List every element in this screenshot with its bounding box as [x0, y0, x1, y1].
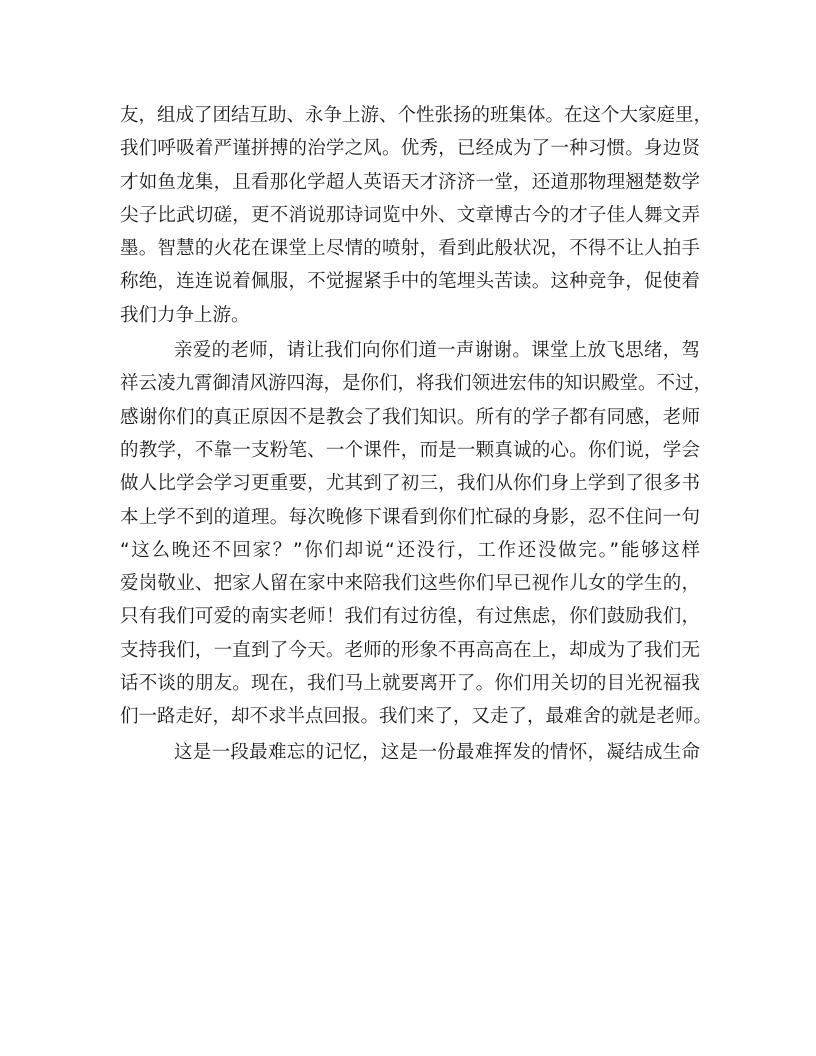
text-line: 亲爱的老师，请让我们向你们道一声谢谢。课堂上放飞思绪，驾: [174, 340, 700, 362]
text-line: 话不谈的朋友。现在，我们马上就要离开了。你们用关切的目光祝福我: [120, 673, 700, 695]
text-line: 称绝，连连说着佩服，不觉握紧手中的笔埋头苦读。这种竞争，促使着: [120, 271, 700, 293]
text-line: 的教学，不靠一支粉笔、一个课件，而是一颗真诚的心。你们说，学会: [120, 439, 700, 461]
text-line: 感谢你们的真正原因不是教会了我们知识。所有的学子都有同感，老师: [120, 406, 700, 428]
text-line: 做人比学会学习更重要，尤其到了初三，我们从你们身上学到了很多书: [120, 473, 700, 495]
text-line: 尖子比武切磋，更不消说那诗词览中外、文章博古今的才子佳人舞文弄: [120, 204, 700, 226]
text-line: “这么晚还不回家？”你们却说“还没行，工作还没做完。”能够这样: [120, 539, 700, 561]
text-line: 本上学不到的道理。每次晚修下课看到你们忙碌的身影，忍不住问一句: [120, 506, 700, 528]
text-line: 墨。智慧的火花在课堂上尽情的喷射，看到此般状况，不得不让人拍手: [120, 238, 700, 260]
text-line: 祥云凌九霄御清风游四海，是你们，将我们领进宏伟的知识殿堂。不过，: [120, 373, 713, 395]
text-line: 只有我们可爱的南实老师！我们有过彷徨，有过焦虑，你们鼓励我们，: [120, 606, 700, 628]
body-text: [120, 99, 713, 769]
paragraph: [120, 736, 700, 769]
text-line: 爱岗敬业、把家人留在家中来陪我们这些你们早已视作儿女的学生的，: [120, 573, 700, 595]
text-line: 才如鱼龙集，且看那化学超人英语天才济济一堂，还道那物理翘楚数学: [120, 171, 700, 193]
text-line: 友，组成了团结互助、永争上游、个性张扬的班集体。在这个大家庭里，: [120, 105, 713, 126]
text-line: 这是一段最难忘的记忆，这是一份最难挥发的情怀，凝结成生命: [174, 741, 700, 763]
paragraph: [120, 99, 713, 332]
text-line: 我们力争上游。: [120, 304, 250, 326]
text-line: 们一路走好，却不求半点回报。我们来了，又走了，最难舍的就是老师。: [120, 706, 713, 728]
paragraph: [120, 334, 713, 734]
text-line: 我们呼吸着严谨拼搏的治学之风。优秀，已经成为了一种习惯。身边贤: [120, 138, 700, 160]
text-line: 支持我们，一直到了今天。老师的形象不再高高在上，却成为了我们无: [120, 639, 700, 661]
